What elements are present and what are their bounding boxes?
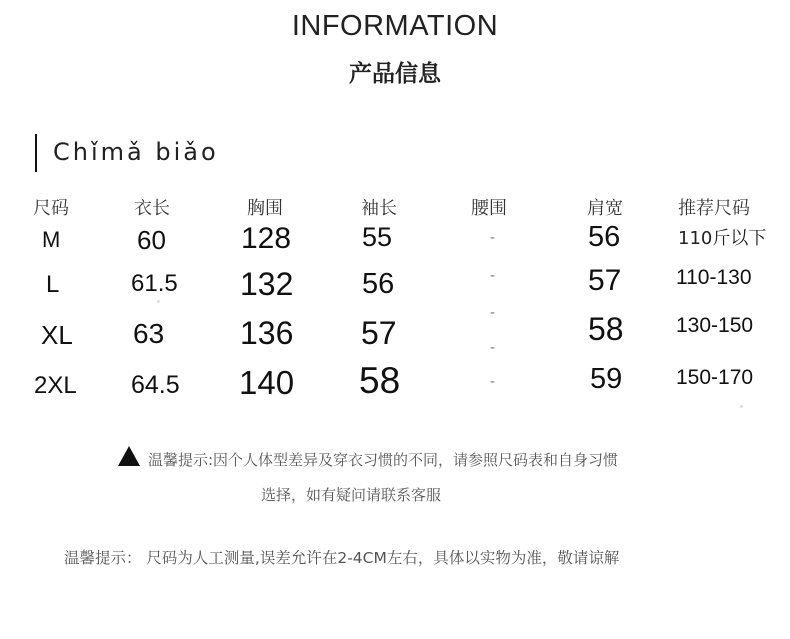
- column-header-shoulder: 肩宽: [587, 198, 623, 219]
- column-header-size: 尺码: [33, 198, 69, 219]
- column-header-length: 衣长: [134, 198, 170, 219]
- image-speck: [157, 300, 160, 303]
- image-speck: [740, 405, 743, 408]
- cell-length: 60: [137, 225, 166, 255]
- cell-chest: 128: [241, 222, 292, 255]
- cell-size: L: [46, 271, 60, 298]
- cell-sleeve: 57: [361, 315, 397, 351]
- column-header-recommended: 推荐尺码: [678, 198, 750, 219]
- footer-note: 温馨提示： 尺码为人工测量,误差允许在2-4CM左右，具体以实物为准，敬请谅解: [64, 549, 620, 567]
- column-header-waist: 腰围: [471, 198, 507, 219]
- column-header-chest: 胸围: [247, 198, 283, 219]
- cell-sleeve: 56: [362, 268, 395, 300]
- section-heading: Chǐmǎ biǎo: [53, 138, 219, 166]
- cell-recommended: 130-150: [676, 314, 754, 337]
- cell-recommended: 150-170: [676, 366, 754, 389]
- cell-shoulder: 59: [590, 363, 623, 395]
- section-accent-bar: [35, 134, 37, 172]
- cell-length: 61.5: [131, 270, 178, 297]
- cell-chest: 132: [240, 266, 294, 302]
- warning-triangle-icon: [118, 446, 140, 466]
- page-title-en: INFORMATION: [291, 10, 499, 42]
- cell-waist-mark: -: [490, 340, 496, 356]
- cell-shoulder: 56: [588, 221, 621, 253]
- cell-waist: -: [490, 268, 496, 284]
- cell-length: 63: [133, 318, 165, 349]
- cell-waist: -: [490, 230, 496, 246]
- cell-chest: 140: [239, 364, 295, 401]
- cell-size: XL: [41, 320, 73, 350]
- page-title-zh: 产品信息: [349, 61, 441, 87]
- cell-chest: 136: [240, 315, 294, 351]
- cell-shoulder: 58: [588, 311, 624, 347]
- notice-line-1: 温馨提示:因个人体型差异及穿衣习惯的不同，请参照尺码表和自身习惯: [148, 451, 619, 469]
- notice-line-2: 选择，如有疑问请联系客服: [261, 486, 442, 504]
- cell-size: 2XL: [34, 372, 77, 399]
- column-header-sleeve: 袖长: [361, 198, 397, 219]
- cell-recommended: 110斤以下: [678, 228, 767, 249]
- cell-shoulder: 57: [588, 264, 622, 297]
- cell-recommended: 110-130: [676, 266, 752, 289]
- cell-sleeve: 58: [359, 360, 401, 401]
- cell-waist: -: [490, 305, 496, 321]
- cell-waist: -: [490, 374, 496, 390]
- cell-length: 64.5: [131, 371, 180, 399]
- cell-size: M: [42, 227, 61, 252]
- cell-sleeve: 55: [362, 222, 393, 252]
